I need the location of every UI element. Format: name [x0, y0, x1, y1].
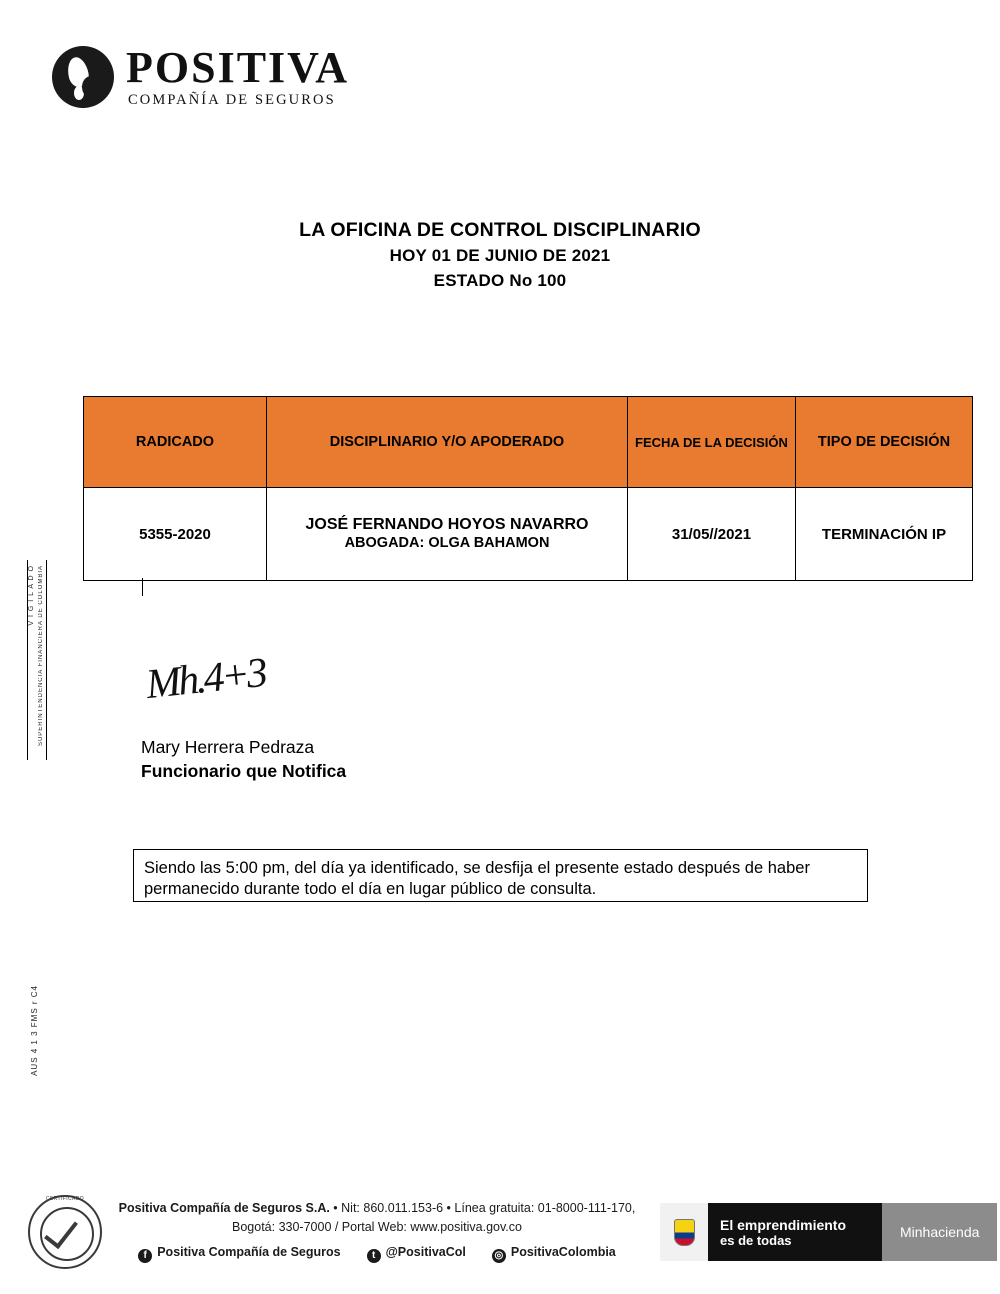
social-label-facebook: Positiva Compañía de Seguros: [157, 1245, 341, 1259]
condor-circle-icon: [52, 46, 114, 108]
ministry-label: Minhacienda: [882, 1203, 997, 1261]
cell-disciplinario-apoderado: ABOGADA: OLGA BAHAMON: [344, 535, 550, 551]
handwritten-signature: Mh.4+3: [143, 649, 267, 709]
estado-table: [83, 396, 973, 581]
slogan-line-1: El emprendimiento: [720, 1216, 847, 1233]
table-row: [84, 488, 973, 581]
brand-text: [126, 43, 350, 109]
side-mark-code: AUS 4 1 3 FMS r C4: [30, 985, 39, 1076]
side-mark-vigilado: V I G I L A D O: [28, 565, 35, 626]
page-footer: [0, 1185, 1000, 1294]
title-line-3: ESTADO No 100: [433, 271, 567, 290]
brand-logo: [52, 43, 350, 109]
cell-tipo-decision: TERMINACIÓN IP: [796, 488, 973, 581]
government-slogan: [708, 1203, 882, 1261]
twitter-icon: t: [367, 1249, 381, 1263]
brand-name: POSITIVA: [126, 43, 350, 93]
footer-company-info: [112, 1199, 642, 1237]
table-body: [84, 488, 973, 581]
signer-role: Funcionario que Notifica: [141, 761, 347, 781]
slogan-line-2: es de todas: [720, 1232, 792, 1248]
social-label-twitter: @PositivaCol: [385, 1245, 466, 1259]
page-title: [0, 218, 1000, 293]
facebook-icon: f: [138, 1249, 152, 1263]
social-link-facebook[interactable]: [138, 1245, 340, 1263]
cell-radicado: 5355-2020: [84, 488, 267, 581]
footer-company-name: Positiva Compañía de Seguros S.A.: [118, 1201, 330, 1215]
title-line-1: LA OFICINA DE CONTROL DISCIPLINARIO: [299, 219, 701, 241]
side-mark-superintendencia: SUPERINTENDENCIA FINANCIERA DE COLOMBIA: [38, 565, 44, 747]
footer-address-line: Bogotá: 330-7000 / Portal Web: www.positiva.gov.co: [232, 1220, 522, 1234]
text-cursor-mark: [142, 578, 143, 596]
estado-table-container: [83, 396, 951, 581]
signer-name: Mary Herrera Pedraza: [141, 737, 315, 757]
footer-social-links: [112, 1245, 642, 1263]
title-line-2: HOY 01 DE JUNIO DE 2021: [389, 246, 611, 265]
cell-fecha: 31/05//2021: [628, 488, 796, 581]
table-header-row: [84, 397, 973, 488]
check-seal-icon: [28, 1195, 102, 1269]
desfijacion-notice: Siendo las 5:00 pm, del día ya identificado, se desfija el presente estado después de haber permanecido durante todo el día en lugar público de consulta.: [133, 849, 868, 902]
seal-top-text: CERTIFICADO: [45, 1196, 85, 1202]
social-link-twitter[interactable]: [367, 1245, 466, 1263]
side-rule-right: [46, 560, 47, 760]
column-header-fecha: FECHA DE LA DECISIÓN: [628, 397, 796, 488]
footer-company-details: • Nit: 860.011.153-6 • Línea gratuita: 01-8000-111-170,: [329, 1201, 636, 1215]
colombia-shield-icon: [660, 1203, 708, 1261]
government-branding: [660, 1203, 997, 1261]
cell-disciplinario: [267, 488, 628, 581]
column-header-disciplinario: DISCIPLINARIO Y/O APODERADO: [267, 397, 628, 488]
footer-company-line: [112, 1199, 642, 1218]
brand-tagline: COMPAÑÍA DE SEGUROS: [128, 92, 336, 109]
instagram-icon: ◎: [492, 1249, 506, 1263]
column-header-radicado: RADICADO: [84, 397, 267, 488]
cell-disciplinario-name: JOSÉ FERNANDO HOYOS NAVARRO: [305, 516, 589, 533]
column-header-tipo-decision: TIPO DE DECISIÓN: [796, 397, 973, 488]
table-header: [84, 397, 973, 488]
social-link-instagram[interactable]: [492, 1245, 616, 1263]
social-label-instagram: PositivaColombia: [510, 1245, 616, 1259]
